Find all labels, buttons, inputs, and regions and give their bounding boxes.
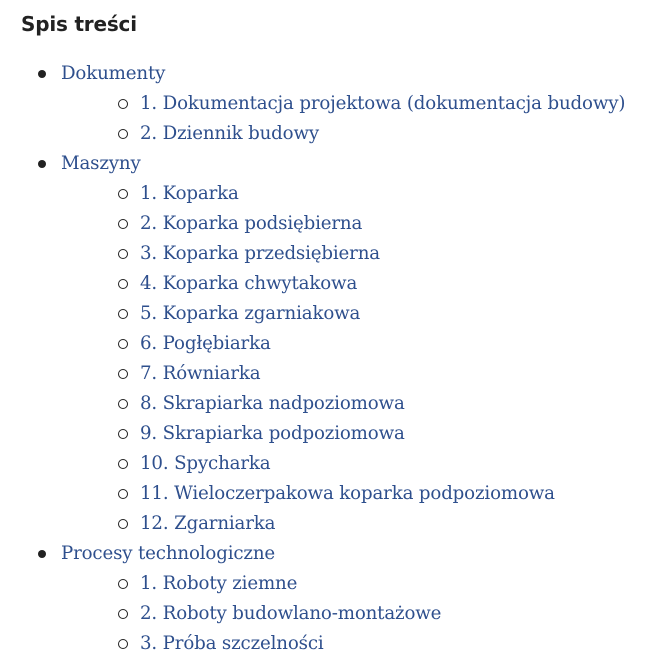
circle-bullet-icon xyxy=(118,369,128,379)
toc-link-spycharka[interactable]: 10. Spycharka xyxy=(140,453,271,474)
circle-bullet-icon xyxy=(118,129,128,139)
toc-link-roboty-budowlano-montazowe[interactable]: 2. Roboty budowlano-montażowe xyxy=(140,603,442,624)
circle-bullet-icon xyxy=(118,249,128,259)
toc-link-dokumentacja-projektowa[interactable]: 1. Dokumentacja projektowa (dokumentacja budowy) xyxy=(140,93,626,114)
toc-link-wieloczerpakowa-koparka[interactable]: 11. Wieloczerpakowa koparka podpoziomowa xyxy=(140,483,555,504)
toc-section-maszyny xyxy=(0,149,670,179)
toc-item xyxy=(0,89,670,119)
toc-link-koparka-chwytakowa[interactable]: 4. Koparka chwytakowa xyxy=(140,273,358,294)
toc-title: Spis treści xyxy=(21,12,137,36)
toc-item xyxy=(0,599,670,629)
toc-section-procesy-technologiczne xyxy=(0,539,670,569)
circle-bullet-icon xyxy=(118,399,128,409)
circle-bullet-icon xyxy=(118,339,128,349)
toc-link-koparka-przedsiebierna[interactable]: 3. Koparka przedsiębierna xyxy=(140,243,380,264)
toc-link-koparka[interactable]: 1. Koparka xyxy=(140,183,239,204)
circle-bullet-icon xyxy=(118,309,128,319)
toc-section-dokumenty xyxy=(0,59,670,89)
circle-bullet-icon xyxy=(118,279,128,289)
toc-item xyxy=(0,179,670,209)
toc-item xyxy=(0,389,670,419)
disc-bullet-icon xyxy=(38,550,46,558)
toc-link-dokumenty[interactable]: Dokumenty xyxy=(61,63,166,84)
toc-item xyxy=(0,569,670,599)
toc-item xyxy=(0,239,670,269)
circle-bullet-icon xyxy=(118,99,128,109)
circle-bullet-icon xyxy=(118,639,128,649)
circle-bullet-icon xyxy=(118,219,128,229)
toc-link-dziennik-budowy[interactable]: 2. Dziennik budowy xyxy=(140,123,320,144)
toc-item xyxy=(0,329,670,359)
toc-item xyxy=(0,449,670,479)
toc-link-koparka-zgarniakowa[interactable]: 5. Koparka zgarniakowa xyxy=(140,303,361,324)
toc-item xyxy=(0,359,670,389)
toc-link-poglebiarka[interactable]: 6. Pogłębiarka xyxy=(140,333,271,354)
circle-bullet-icon xyxy=(118,429,128,439)
toc-item xyxy=(0,269,670,299)
toc-item xyxy=(0,209,670,239)
circle-bullet-icon xyxy=(118,609,128,619)
disc-bullet-icon xyxy=(38,70,46,78)
toc-list xyxy=(0,59,670,659)
circle-bullet-icon xyxy=(118,189,128,199)
toc-link-zgarniarka[interactable]: 12. Zgarniarka xyxy=(140,513,276,534)
toc-link-roboty-ziemne[interactable]: 1. Roboty ziemne xyxy=(140,573,298,594)
circle-bullet-icon xyxy=(118,579,128,589)
toc-link-rowniarka[interactable]: 7. Równiarka xyxy=(140,363,261,384)
toc-link-procesy-technologiczne[interactable]: Procesy technologiczne xyxy=(61,543,276,564)
toc-item xyxy=(0,119,670,149)
toc-link-skrapiarka-nadpoziomowa[interactable]: 8. Skrapiarka nadpoziomowa xyxy=(140,393,405,414)
toc-link-proba-szczelnosci[interactable]: 3. Próba szczelności xyxy=(140,633,324,654)
circle-bullet-icon xyxy=(118,489,128,499)
circle-bullet-icon xyxy=(118,459,128,469)
toc-item xyxy=(0,509,670,539)
toc-item xyxy=(0,629,670,659)
toc-item xyxy=(0,479,670,509)
circle-bullet-icon xyxy=(118,519,128,529)
toc-link-skrapiarka-podpoziomowa[interactable]: 9. Skrapiarka podpoziomowa xyxy=(140,423,405,444)
disc-bullet-icon xyxy=(38,160,46,168)
toc-item xyxy=(0,299,670,329)
toc-item xyxy=(0,419,670,449)
toc-link-koparka-podsiebierna[interactable]: 2. Koparka podsiębierna xyxy=(140,213,363,234)
toc-link-maszyny[interactable]: Maszyny xyxy=(61,153,141,174)
